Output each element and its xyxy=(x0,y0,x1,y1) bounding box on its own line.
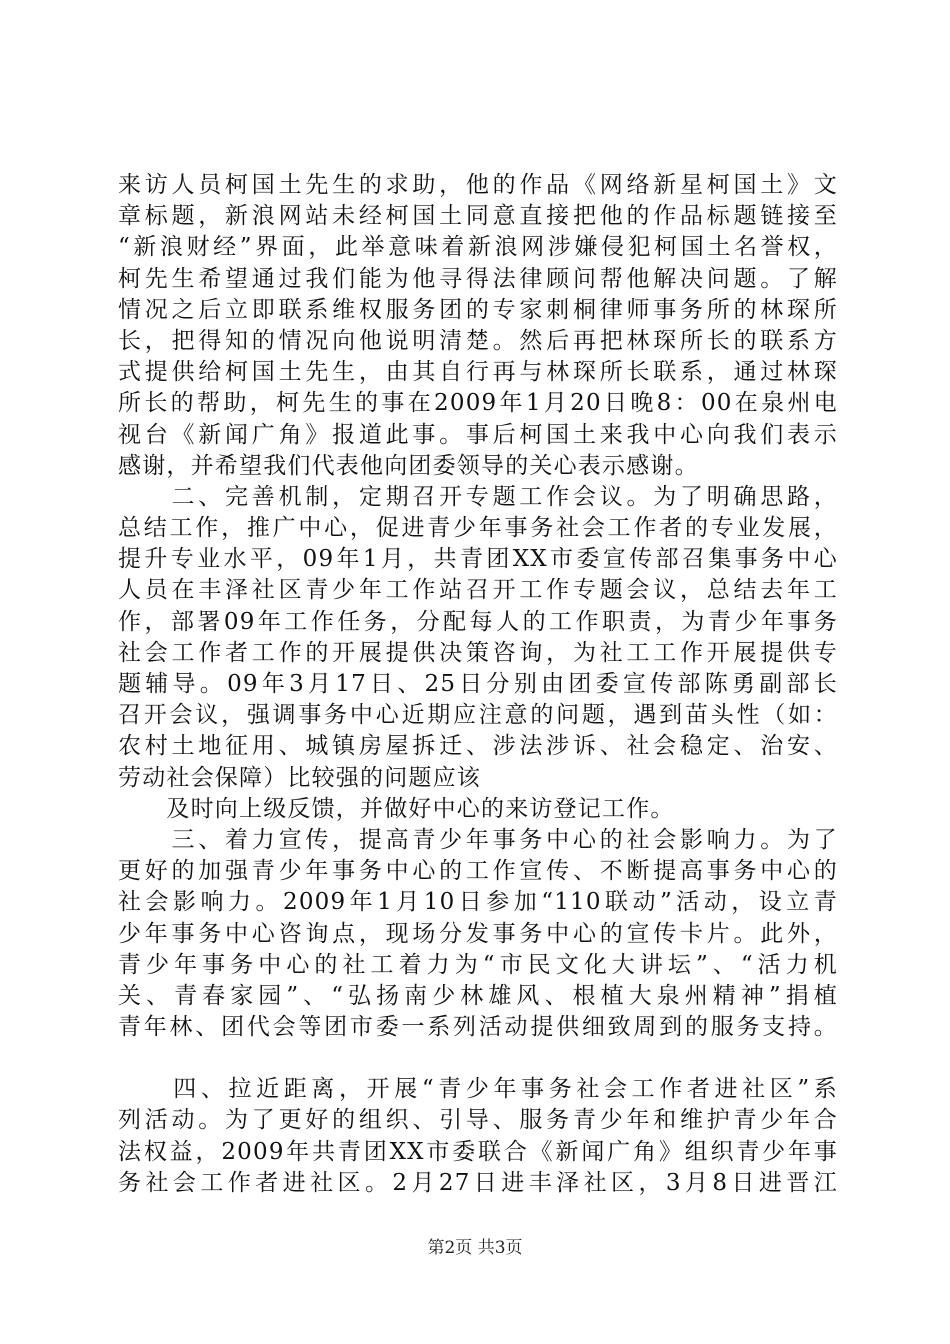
text-line: 总结工作，推广中心，促进青少年事务社会工作者的专业发展， xyxy=(118,515,838,542)
text-line: 感谢，并希望我们代表他向团委领导的关心表示感谢。 xyxy=(118,452,699,479)
text-line: 社会影响力。2009年1月10日参加“110联动”活动，设立青 xyxy=(118,889,838,916)
blank-line xyxy=(118,1043,838,1074)
text-line: 青年林、团代会等团市委一系列活动提供细致周到的服务支持。 xyxy=(118,1014,838,1041)
text-line: 关、青春家园”、“弘扬南少林雄风、根植大泉州精神”捐植 xyxy=(118,982,838,1009)
text-line: 法权益，2009年共青团XX市委联合《新闻广角》组织青少年事 xyxy=(118,1138,838,1165)
text-line: 更好的加强青少年事务中心的工作宣传、不断提高事务中心的 xyxy=(118,858,838,885)
text-line: 青少年事务中心的社工着力为“市民文化大讲坛”、“活力机 xyxy=(118,951,838,978)
document-body xyxy=(118,170,838,1199)
text-line: 长，把得知的情况向他说明清楚。然后再把林琛所长的联系方 xyxy=(118,327,838,354)
text-line: 召开会议，强调事务中心近期应注意的问题，遇到苗头性（如： xyxy=(118,702,838,729)
text-line: 来访人员柯国土先生的求助，他的作品《网络新星柯国土》文 xyxy=(118,172,838,198)
text-line: 三、着力宣传，提高青少年事务中心的社会影响力。为了 xyxy=(118,826,838,853)
text-line: 少年事务中心咨询点，现场分发事务中心的宣传卡片。此外， xyxy=(118,920,838,947)
text-line: 及时向上级反馈，并做好中心的来访登记工作。 xyxy=(118,795,675,822)
text-line: 所长的帮助，柯先生的事在2009年1月20日晚8：00在泉州电 xyxy=(118,390,838,417)
text-line: 章标题，新浪网站未经柯国土同意直接把他的作品标题链接至 xyxy=(118,203,838,230)
page-number-label: 第2页 共3页 xyxy=(427,1238,523,1258)
text-line: 列活动。为了更好的组织、引导、服务青少年和维护青少年合 xyxy=(118,1107,838,1134)
text-line: 情况之后立即联系维权服务团的专家刺桐律师事务所的林琛所 xyxy=(118,296,838,323)
text-line: 作，部署09年工作任务，分配每人的工作职责，为青少年事务 xyxy=(118,608,838,635)
page-footer xyxy=(0,1236,950,1260)
text-line: 社会工作者工作的开展提供决策咨询，为社工工作开展提供专 xyxy=(118,639,838,666)
text-line: 四、拉近距离，开展“青少年事务社会工作者进社区”系 xyxy=(118,1076,838,1103)
text-line: 人员在丰泽社区青少年工作站召开工作专题会议，总结去年工 xyxy=(118,577,838,604)
text-line: 式提供给柯国土先生，由其自行再与林琛所长联系，通过林琛 xyxy=(118,359,838,386)
text-line: 务社会工作者进社区。2月27日进丰泽社区，3月8日进晋江 xyxy=(118,1169,838,1196)
text-line: 柯先生希望通过我们能为他寻得法律顾问帮他解决问题。了解 xyxy=(118,265,838,292)
text-line: 劳动社会保障）比较强的问题应该 xyxy=(118,764,481,791)
text-line: 二、完善机制，定期召开专题工作会议。为了明确思路， xyxy=(118,483,838,510)
text-line: 题辅导。09年3月17日、25日分别由团委宣传部陈勇副部长 xyxy=(118,671,838,697)
text-line: 视台《新闻广角》报道此事。事后柯国土来我中心向我们表示 xyxy=(118,421,838,448)
text-line: 农村土地征用、城镇房屋拆迁、涉法涉诉、社会稳定、治安、 xyxy=(118,733,838,760)
text-line: 提升专业水平，09年1月，共青团XX市委宣传部召集事务中心 xyxy=(118,546,838,573)
text-line: “新浪财经”界面，此举意味着新浪网涉嫌侵犯柯国土名誉权， xyxy=(118,234,838,261)
